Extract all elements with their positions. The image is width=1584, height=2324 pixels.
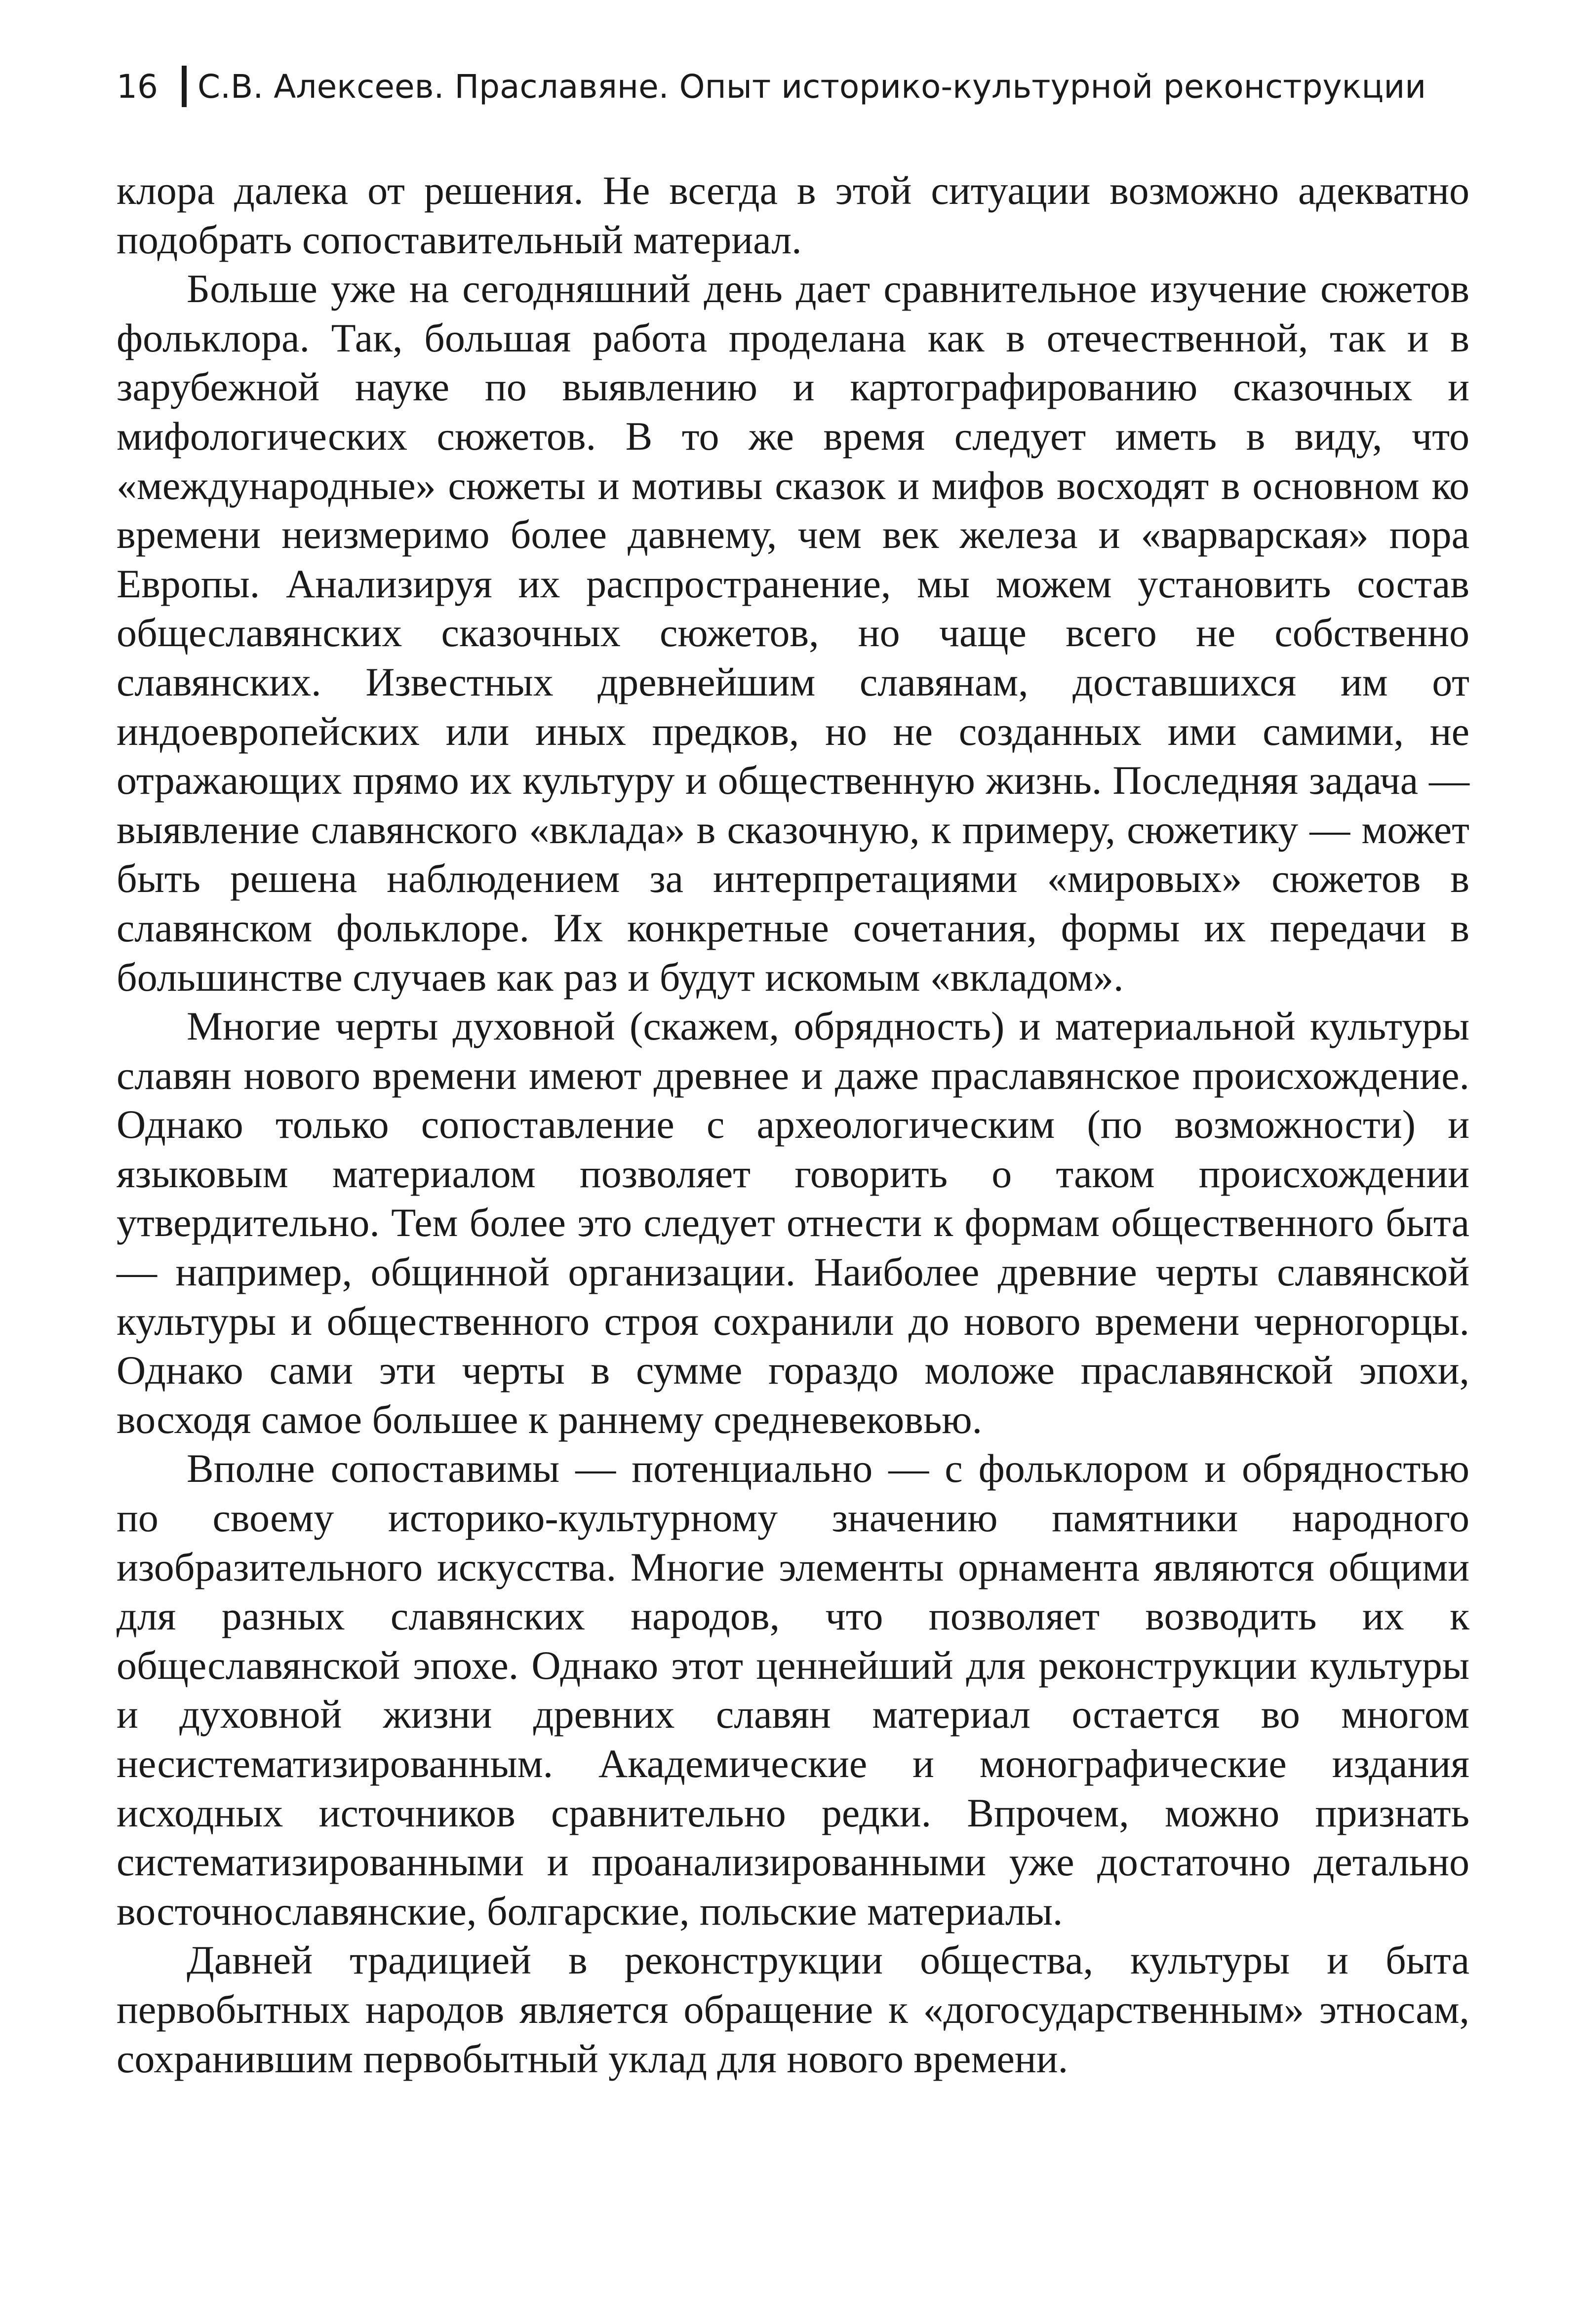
paragraph-5: Давней традицией в реконструкции общества, культуры и быта первобытных народов является обращение к «догосударственным» этносам, сохранившим первобытный уклад для нового времени.	[117, 1937, 1469, 2081]
body-text	[117, 166, 1469, 2083]
paragraph-3: Многие черты духовной (скажем, обрядность) и материальной культуры славян нового времени имеют древнее и даже праславянское происхождение. Однако только сопоставление с археологическим (по возможности) и языковым материалом позволяет говорить о таком происхождении утвердительно. Тем более это следует отнести к формам общественного быта — например, общинной организации. Наиболее древние черты славянской культуры и общественного строя сохранили до нового времени черногорцы. Однако сами эти черты в сумме гораздо моложе праславянской эпохи, восходя самое большее к раннему средневековью.	[117, 1004, 1469, 1442]
header-divider	[182, 66, 187, 107]
paragraph-2: Больше уже на сегодняшний день дает сравнительное изучение сюжетов фольклора. Так, большая работа проделана как в отечественной, так и в зарубежной науке по выявлению и картографированию сказочных и мифологических сюжетов. В то же время следует иметь в виду, что «международные» сюжеты и мотивы сказок и мифов восходят в основном ко времени неизмеримо более давнему, чем век железа и «варварская» пора Европы. Анализируя их распространение, мы можем установить состав общеславянских сказочных сюжетов, но чаще всего не собственно славянских. Известных древнейшим славянам, доставшихся им от индоевропейских или иных предков, но не созданных ими самими, не отражающих прямо их культуру и общественную жизнь. Последняя задача — выявление славянского «вклада» в сказочную, к примеру, сюжетику — может быть решена наблюдением за интерпретациями «мировых» сюжетов в славянском фольклоре. Их конкретные сочетания, формы их передачи в большинстве случаев как раз и будут искомым «вкладом».	[117, 266, 1469, 1000]
paragraph-1: клора далека от решения. Не всегда в этой ситуации возможно адекватно подобрать сопоставительный материал.	[117, 168, 1469, 262]
page-number: 16	[117, 67, 158, 106]
paragraph-4: Вполне сопоставимы — потенциально — с фольклором и обрядностью по своему историко-культурному значению памятники народного изобразительного искусства. Многие элементы орнамента являются общими для разных славянских народов, что позволяет возводить их к общеславянской эпохе. Однако этот ценнейший для реконструкции культуры и духовной жизни древних славян материал остается во многом несистематизированным. Академические и монографические издания исходных источников сравнительно редки. Впрочем, можно признать систематизированными и проанализированными уже достаточно детально восточнославянские, болгарские, польские материалы.	[117, 1446, 1469, 1934]
running-header	[117, 59, 1469, 114]
running-title: С.В. Алексеев. Праславяне. Опыт историко-культурной реконструкции	[197, 67, 1426, 106]
